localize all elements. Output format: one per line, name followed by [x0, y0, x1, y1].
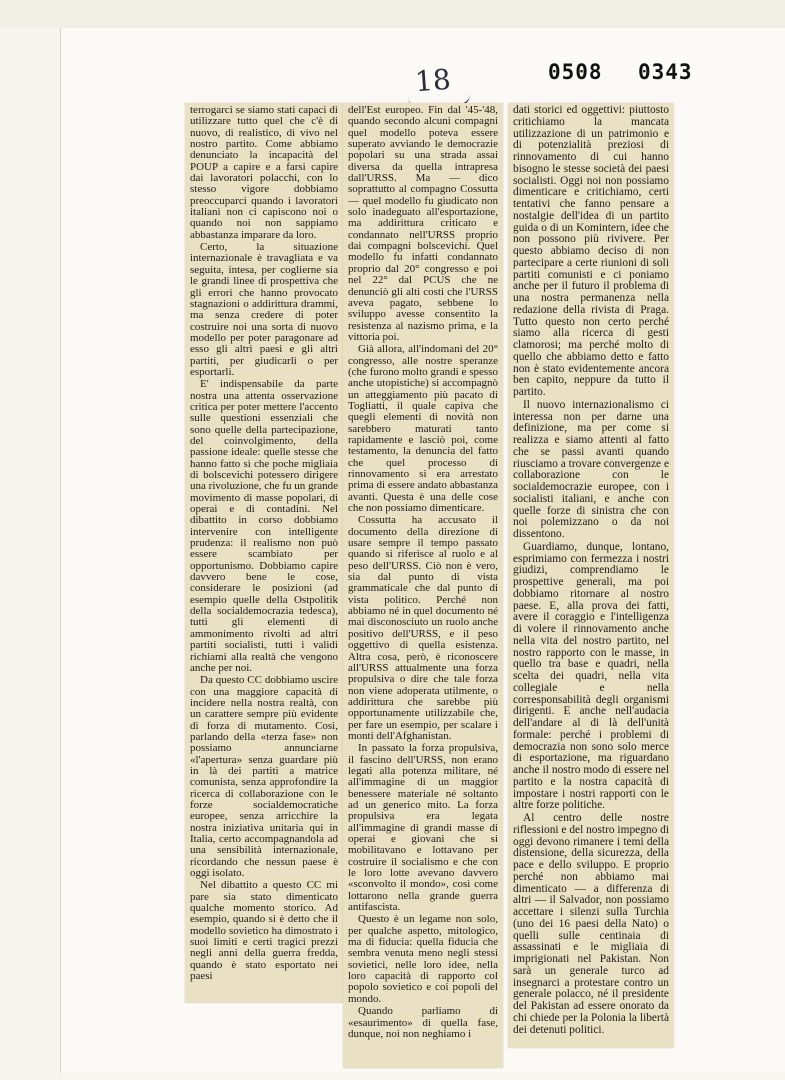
paragraph: Già allora, all'indomani del 20° congresso, alle nostre speranze (che furono molto grandi e spesso anche utopistiche) si accompagnò un atteggiamento più pacato di Togliatti, il quale capiva che quegli elementi di novità non sarebbero maturati tanto rapidamente e lasciò poi, come testamento, la denuncia del fatto che quel processo di rinnovamento si era arrestato prima di essere andato abbastanza avanti. Questa è una delle cose che non possiamo dimenticare.	[348, 343, 498, 515]
newspaper-clipping-column-3	[508, 103, 674, 1048]
paragraph: Da questo CC dobbiamo uscire con una maggiore capacità di incidere nella nostra realtà, con un carattere sempre più evidente di forza di mutamento. Così, parlando della «terza fase» non possiamo annunciarne «l'apertura» senza guardare più in là dei partiti a matrice comunista, senza approfondire la ricerca di collaborazione con le forze socialdemocratiche europee, senza arricchire la nostra iniziativa unitaria qui in Italia, certo accompagnandola ad una sensibilità internazionale, ricordando che nessun paese è oggi isolato.	[190, 674, 338, 880]
paragraph: Guardiamo, dunque, lontano, esprimiamo con fermezza i nostri giudizi, comprendiamo le prospettive generali, ma poi dobbiamo ritornare al nostro paese. E, alla prova dei fatti, avere il coraggio e l'intelligenza di volere il rinnovamento anche nella vita del nostro partito, nel nostro rapporto con le masse, in quello tra base e quadri, nella scelta dei quadri, nella vita collegiale e nella corresponsabilità degli organismi dirigenti. E anche nell'audacia dell'andare al di là dell'unità formale: perché i problemi di democrazia non sono solo merce di esportazione, ma riguardano anche il nostro modo di essere nel partito e la nostra capacità di impostare i nostri rapporti con le altre forze politiche.	[513, 540, 669, 812]
scan-top-margin	[0, 0, 785, 28]
paragraph: dati storici ed oggettivi: piuttosto critichiamo la mancata utilizzazione di un patrimonio e di potenzialità preziosi di rinnovamento di cui hanno bisogno le stesse società dei paesi socialisti. Oggi noi non possiamo dimenticare e critichiamo, certi tentativi che fanno pensare a nostalgie dell'idea di un partito guida o di un Komintern, idee che non possono più rivivere. Per questo abbiamo deciso di non partecipare a certe riunioni di soli partiti comunisti e ci poniamo anche per il futuro il problema di una nostra permanenza nella redazione della rivista di Praga. Tutto questo non certo perché siamo alla ricerca di gesti clamorosi; ma perché molto di quello che abbiamo detto e fatto non è stato evidentemente ancora ben capito, neppure da tutto il partito.	[513, 104, 669, 398]
paragraph: terrogarci se siamo stati capaci di utilizzare tutto quel che c'è di nuovo, di realistico, di vivo nel nostro partito. Come abbiamo denunciato la incapacità del POUP a capire e a farsi capire dai lavoratori polacchi, con lo stesso vigore dobbiamo preoccuparci quando i lavoratori italiani non ci capiscono noi o quando noi non sappiamo abbastanza imparare da loro.	[190, 104, 338, 241]
paragraph: Il nuovo internazionalismo ci interessa non per darne una definizione, ma per come si realizza e siamo attenti al fatto che se passi avanti quando riusciamo a trovare convergenze e collaborazione con le socialdemocrazie europee, con i socialisti italiani, e anche con quelle forze di sinistra che con noi polemizzano o da noi dissentono.	[513, 398, 670, 540]
newspaper-clipping-column-1	[185, 103, 343, 1003]
paragraph: Certo, la situazione internazionale è travagliata e va seguita, intesa, per coglierne sia le grandi linee di prospettiva che gli errori che hanno provocato stagnazioni o addirittura drammi, ma senza credere di poter costruire noi una sorta di nuovo modello per poter paragonare ad esso gli altri paesi e gli altri partiti, per giudicarli o per esportarli.	[190, 241, 338, 378]
paragraph: dell'Est europeo. Fin dal '45-'48, quando secondo alcuni compagni quel modello poteva essere superato avviando le democrazie popolari su una strada assai diversa da quella intrapresa dall'URSS. Ma — dico soprattutto al compagno Cossutta — quel modello fu giudicato non solo inadeguato all'esportazione, ma addirittura criticato e condannato nell'URSS proprio dai compagni bolscevichi. Quel modello fu infatti condannato proprio dal 20° congresso e poi nel 22° dal PCUS che ne denunciò gli alti costi che l'URSS aveva pagato, sebbene lo sviluppo avesse consentito la resistenza al nazismo prima, e la vittoria poi.	[348, 104, 498, 343]
handwritten-page-number: 18	[413, 62, 452, 99]
archive-stamp-left: 0508	[548, 60, 603, 84]
paragraph: Al centro delle nostre riflessioni e del nostro impegno di oggi devono rimanere i temi della distensione, della sicurezza, della pace e dello sviluppo. E proprio perché non abbiamo mai dimenticato — a differenza di altri — il Salvador, non possiamo accettare i silenzi sulla Turchia (uno dei 16 paesi della Nato) o quelli sulle centinaia di assassinati e le migliaia di imprigionati nel Pakistan. Non sarà un generale turco ad insegnarci a protestare contro un generale polacco, né il presidente del Pakistan ad essere onorato da chi chiede per la Polonia la libertà dei detenuti politici.	[513, 812, 669, 1036]
newspaper-clipping-column-2	[343, 103, 503, 1068]
paragraph: Questo è un legame non solo, per qualche aspetto, mitologico, ma di fiducia: quella fiducia che sembra venuta meno negli stessi sovietici, nelle loro idee, nella loro capacità di rapporto col popolo sovietico e coi popoli del mondo.	[348, 913, 498, 1005]
paragraph: Cossutta ha accusato il documento della direzione di usare sempre il tempo passato quando si riferisce al ruolo e al peso dell'URSS. Ciò non è vero, sia dal punto di vista grammaticale che dal punto di vista politico. Perché non abbiamo né in quel documento né mai disconosciuto un ruolo anche positivo dell'URSS, e il peso oggettivo di quella esistenza. Altra cosa, però, è riconoscere all'URSS attualmente una forza propulsiva o dire che tale forza non viene adoperata utilmente, o addirittura che sarebbe più opportunamente utilizzabile che, per fare un esempio, per scalare i monti dell'Afghanistan.	[348, 514, 498, 742]
paragraph: E' indispensabile da parte nostra una attenta osservazione critica per poter mettere l'accento sulle questioni essenziali che sono quelle della partecipazione, del coinvolgimento, della passione ideale: quelle stesse che hanno fatto sì che poche migliaia di bolscevichi potessero dirigere una rivoluzione, che fu un grande movimento di masse popolari, di operai e di contadini. Nel dibattito in corso dobbiamo intervenire con intelligente prudenza: il realismo non può essere scambiato per opportunismo. Dobbiamo capire davvero bene le cose, considerare le posizioni (ad esempio quelle della Ostpolitik della socialdemocrazia tedesca), tutti gli elementi di ammonimento rivolti ad altri partiti socialisti, tutti i validi richiami alla realtà che vengono anche per noi.	[190, 378, 338, 674]
archive-stamp-right: 0343	[638, 60, 693, 84]
paragraph: In passato la forza propulsiva, il fascino dell'URSS, non erano legati alla potenza militare, né all'immagine di un maggior benessere materiale né soltanto ad un generico mito. La forza propulsiva era legata all'immagine di grandi masse di operai e giovani che si mobilitavano e lottavano per costruire il socialismo e che con le loro lotte avevano davvero «sconvolto il mondo», così come lottarono nella grande guerra antifascista.	[348, 742, 498, 914]
paragraph: Nel dibattito a questo CC mi pare sia stato dimenticato qualche momento storico. Ad esempio, quando si è detto che il modello sovietico ha dimostrato i suoi limiti e certi tragici prezzi negli anni della guerra fredda, quando è stato esportato nei paesi	[190, 879, 338, 983]
paragraph: Quando parliamo di «esaurimento» di quella fase, dunque, noi non neghiamo i	[348, 1005, 498, 1040]
